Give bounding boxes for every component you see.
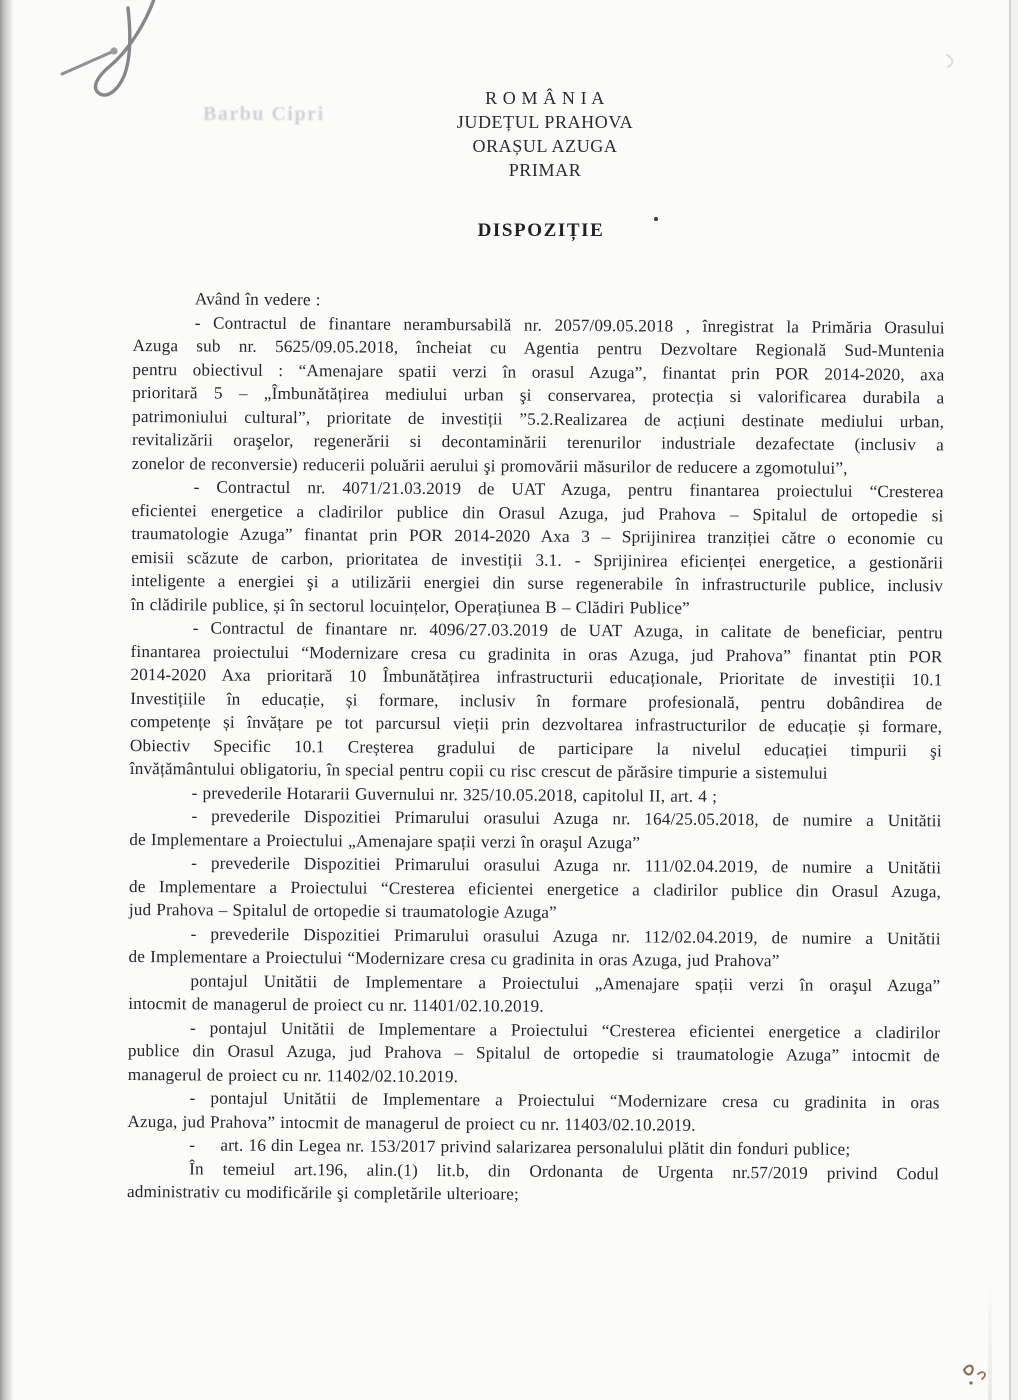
header-county: JUDEȚUL PRAHOVA xyxy=(456,112,634,132)
text-line: - Contractul de finantare nerambursabilă nr. 2057/09.05.2018 , înregistrat la Primăria Orasului xyxy=(194,312,945,337)
text-line: de Implementare a Proiectului “Cresterea eficientei energetice a cladirilor publice din Orasul Azuga, xyxy=(128,876,942,901)
faint-scan-mark xyxy=(944,52,960,70)
text-line: - prevederile Dispozitiei Primarului orasului Azuga nr. 112/02.04.2019, de numire a Unitătii xyxy=(190,923,941,948)
paragraph xyxy=(131,475,944,621)
scan-right-band xyxy=(1011,0,1018,1400)
text-line: prioritară 5 – „Îmbunătățirea mediului urban şi conservarea, protecția si valorificarea durabila a xyxy=(132,382,945,408)
text-line: Azuga, jud Prahova” intocmit de managerul de proiect cu nr. 11403/02.10.2019. xyxy=(127,1111,696,1135)
text-line: emisii scăzute de carbon, prioritatea de investiții 3.1. - Sprijinirea eficienței energetice, a gestionării xyxy=(131,547,944,572)
text-line: finantarea proiectului “Modernizare cresa cu gradinita in oras Azuga, jud Prahova” finantat ptin POR xyxy=(130,641,943,666)
header-city: ORAȘUL AZUGA xyxy=(472,136,618,156)
text-line: publice din Orasul Azuga, jud Prahova – Spitalul de ortopedie si traumatologie Azuga” intocmit de xyxy=(127,1040,940,1066)
text-line: de Implementare a Proiectului „Amenajare spații verzi în oraşul Azuga” xyxy=(129,829,641,852)
text-line: patrimoniului cultural”, prioritate de investiții ”5.2.Realizarea de acțiuni destinate mediului urban, xyxy=(132,406,945,431)
text-line: zonelor de reconversie) reducerii poluării aerului şi promovării măsurilor de reducere a zgomotului”, xyxy=(131,453,848,478)
text-line: eficientei energetice a cladirilor publice din Orasul Azuga, jud Prahova – Spitalul de ortopedie si xyxy=(131,500,944,525)
text-line: - pontajul Unitătii de Implementare a Proiectului “Cresterea eficientei energetice a cladirilor xyxy=(190,1017,941,1042)
text-line: pontajul Unitătii de Implementare a Proiectului „Amenajare spații verzi în oraşul Azuga” xyxy=(190,970,941,995)
document-body xyxy=(127,287,945,1209)
document-title: DISPOZIȚIE xyxy=(477,220,605,241)
paragraph xyxy=(130,616,943,786)
text-line: în clădirile publice, și în sectorul locuințelor, Operațiunea B – Clădiri Publice” xyxy=(130,594,690,618)
paragraph xyxy=(129,851,941,927)
text-line: Investițiile în educație, și formare, inclusiv în formare profesională, pentru dobândirea de xyxy=(130,688,943,713)
ink-dot xyxy=(654,217,658,221)
paragraph xyxy=(127,1156,939,1208)
text-line: 2014-2020 Axa prioritară 10 Îmbunătățirea infrastructurii educaționale, Prioritate de investiții 10.1 xyxy=(130,664,943,690)
text-line: managerul de proiect cu nr. 11402/02.10.2019. xyxy=(127,1064,459,1086)
ghost-bleedthrough-text: Barbu Cipri xyxy=(203,103,325,125)
text-line: administrativ cu modificările şi completările ulterioare; xyxy=(126,1181,519,1204)
text-line: jud Prahova – Spitalul de ortopedie si traumatologie Azuga” xyxy=(128,899,557,922)
text-line: de Implementare a Proiectului “Modernizare cresa cu gradinita in oras Azuga, jud Prahova” xyxy=(128,946,780,971)
text-line: - Contractul nr. 4071/21.03.2019 de UAT Azuga, pentru finantarea proiectului “Cresterea xyxy=(193,477,944,502)
text-line: - prevederile Dispozitiei Primarului orasului Azuga nr. 111/02.04.2019, de numire a Unitătii xyxy=(191,853,942,878)
header-office: PRIMAR xyxy=(508,160,582,180)
text-line: competențe și învățare pe tot parcursul vieții prin dezvoltarea infrastructurilor de educație și formare, xyxy=(130,711,943,737)
paragraph xyxy=(128,921,940,973)
header-country: R O M Â N I A xyxy=(485,88,605,108)
ink-smudge xyxy=(956,1356,998,1394)
paragraph xyxy=(127,1086,939,1138)
text-line: inteligente a energiei şi a utilizării energiei din surse regenerabile în infrastructurile publice, inclusiv xyxy=(130,570,944,596)
document-header xyxy=(36,86,1018,182)
scan-left-edge-shadow xyxy=(0,0,14,1400)
text-line: traumatologie Azuga” finantat prin POR 2014-2020 Axa 3 – Sprijinirea tranziției către o economie cu xyxy=(131,523,944,549)
paragraph xyxy=(128,968,940,1020)
text-line: Azuga sub nr. 5625/09.05.2018, încheiat cu Agentia pentru Dezvoltare Regională Sud-Muntenia xyxy=(132,335,945,361)
text-line: - Contractul de finantare nr. 4096/27.03.2019 de UAT Azuga, in calitate de beneficiar, pentru xyxy=(192,618,943,643)
text-line: - pontajul Unitătii de Implementare a Proiectului “Modernizare cresa cu gradinita in oras xyxy=(189,1088,940,1113)
scan-right-edge-line xyxy=(1009,0,1011,1400)
text-line: - art. 16 din Legea nr. 153/2017 privind salarizarea personalului plătit din fonduri publice; xyxy=(189,1135,851,1159)
text-line: pentru obiectivul : “Amenajare spatii verzi în orasul Azuga”, finantat prin POR 2014-2020, axa xyxy=(132,359,945,384)
paragraph xyxy=(128,1015,940,1091)
text-line: învățământului obligatoriu, în special pentru copii cu risc crescut de părăsire timpurie a sistemului xyxy=(129,758,828,783)
text-line: - prevederile Dispozitiei Primarului orasului Azuga nr. 164/25.05.2018, de numire a Unitătii xyxy=(191,806,942,831)
text-line: Având în vedere : xyxy=(194,289,321,310)
paragraph xyxy=(129,804,941,856)
text-line: Obiectiv Specific 10.1 Creșterea gradului de participare la nivelul educației timpurii şi xyxy=(129,735,943,760)
paragraph xyxy=(132,310,945,480)
text-line: - prevederile Hotararii Guvernului nr. 325/10.05.2018, capitolul II, art. 4 ; xyxy=(191,782,718,806)
text-line: revitalizării oraşelor, regenerării si decontaminării terenurilor industriale dezafectate (inclusiv a xyxy=(131,429,945,455)
text-line: În temeiul art.196, alin.(1) lit.b, din Ordonanta de Urgenta nr.57/2019 privind Codul xyxy=(189,1158,940,1183)
text-line: intocmit de managerul de proiect cu nr. 11401/02.10.2019. xyxy=(128,993,544,1016)
